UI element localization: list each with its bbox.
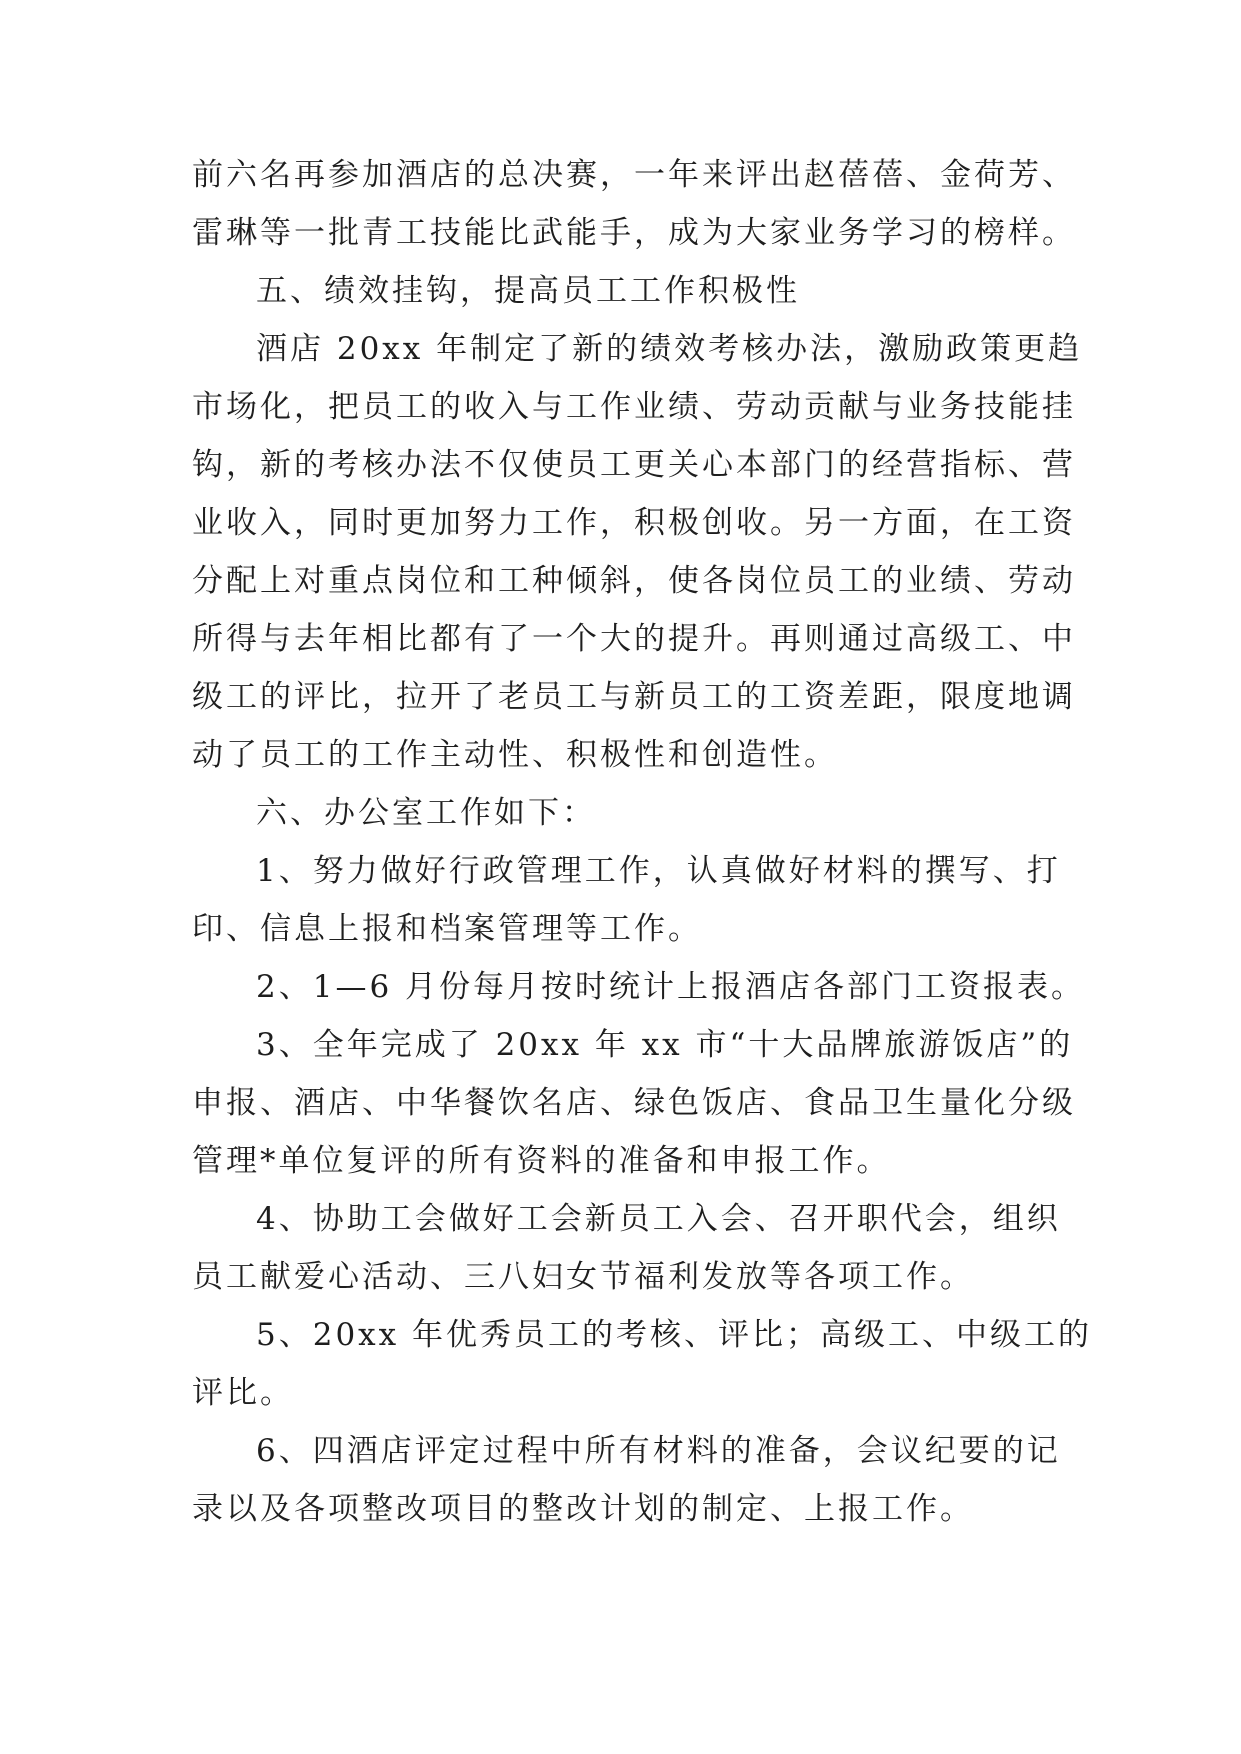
text-line: 分配上对重点岗位和工种倾斜，使各岗位员工的业绩、劳动 (192, 563, 1076, 599)
text-line: 酒店 20xx 年制定了新的绩效考核办法，激励政策更趋 (256, 331, 1083, 367)
text-line: 雷琳等一批青工技能比武能手，成为大家业务学习的榜样。 (192, 215, 1076, 251)
text-line: 管理*单位复评的所有资料的准备和申报工作。 (192, 1143, 891, 1179)
list-item: 3、全年完成了 20xx 年 xx 市“十大品牌旅游饭店”的 (256, 1027, 1074, 1063)
text-line: 动了员工的工作主动性、积极性和创造性。 (192, 737, 838, 773)
list-item: 2、1—6 月份每月按时统计上报酒店各部门工资报表。 (256, 969, 1086, 1005)
text-line: 市场化，把员工的收入与工作业绩、劳动贡献与业务技能挂 (192, 389, 1076, 425)
text-line: 录以及各项整改项目的整改计划的制定、上报工作。 (192, 1491, 974, 1527)
text-line: 前六名再参加酒店的总决赛，一年来评出赵蓓蓓、金荷芳、 (192, 157, 1076, 193)
text-line: 评比。 (192, 1375, 294, 1411)
section-heading: 五、绩效挂钩，提高员工工作积极性 (256, 273, 800, 309)
list-item: 5、20xx 年优秀员工的考核、评比；高级工、中级工的 (256, 1317, 1092, 1353)
list-item: 6、四酒店评定过程中所有材料的准备，会议纪要的记 (256, 1433, 1061, 1469)
text-line: 钩，新的考核办法不仅使员工更关心本部门的经营指标、营 (192, 447, 1076, 483)
text-line: 业收入，同时更加努力工作，积极创收。另一方面，在工资 (192, 505, 1076, 541)
list-item: 1、努力做好行政管理工作，认真做好材料的撰写、打 (256, 853, 1061, 889)
text-line: 所得与去年相比都有了一个大的提升。再则通过高级工、中 (192, 621, 1076, 657)
section-heading: 六、办公室工作如下： (256, 795, 596, 831)
document-body (192, 146, 1092, 1538)
text-line: 印、信息上报和档案管理等工作。 (192, 911, 702, 947)
list-item: 4、协助工会做好工会新员工入会、召开职代会，组织 (256, 1201, 1061, 1237)
text-line: 级工的评比，拉开了老员工与新员工的工资差距，限度地调 (192, 679, 1076, 715)
text-line: 申报、酒店、中华餐饮名店、绿色饭店、食品卫生量化分级 (192, 1085, 1076, 1121)
text-line: 员工献爱心活动、三八妇女节福利发放等各项工作。 (192, 1259, 974, 1295)
